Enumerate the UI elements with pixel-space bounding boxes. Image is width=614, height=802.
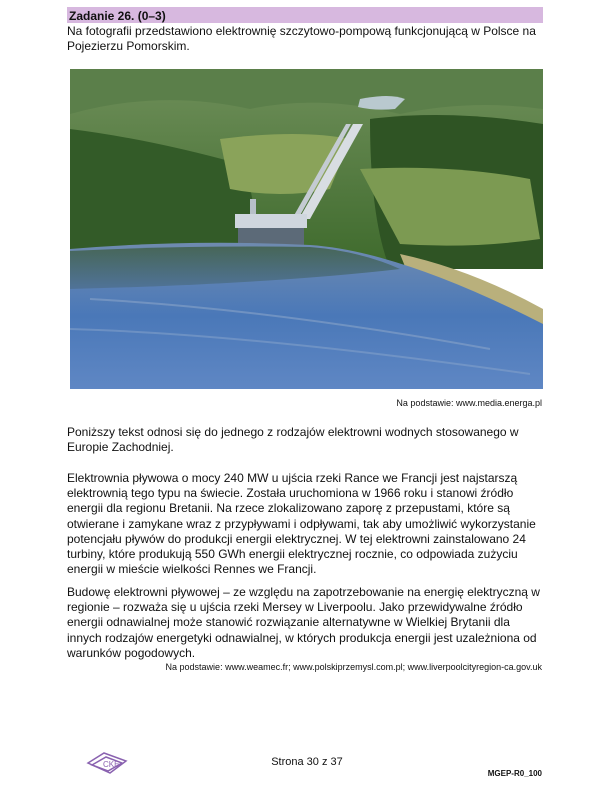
power-plant-photo [70, 69, 543, 389]
photo-illustration [70, 69, 543, 389]
paragraph-mersey: Budowę elektrowni pływowej – ze względu na zapotrzebowanie na energię elektryczną w regionie – rozważa się u ujścia rzeki Mersey w Liverpoolu. Jako przewidywalne źródło energii odnawialnej może stanowić rozwiązanie alternatywne w Wielkiej Brytanii dla innych rodzajów energetyki odnawialnej, w których produkcja energii jest uzależniona od warunków pogodowych. [67, 585, 540, 660]
paragraph-rance: Elektrownia pływowa o mocy 240 MW u ujścia rzeki Rance we Francji jest najstarszą elektrownią tego typu na świecie. Została uruchomiona w 1966 roku i stanowi źródło energii dla regionu Bretanii. Na rzece zlokalizowano zaporę z przepustami, które są otwierane i zamykane wraz z przypływami i odpływami, tak aby umożliwić wykorzystanie potencjału pływów do produkcji energii elektrycznej. W tej elektrowni zainstalowano 24 turbiny, które produkują 550 GWh energii elektrycznej rocznie, co odpowiada zużyciu energii w mieście wielkości Rennes we Francji. [67, 471, 536, 577]
task-title: Zadanie 26. (0–3) [69, 9, 166, 23]
exam-code: MGEP-R0_100 [487, 769, 542, 778]
page-number: Strona 30 z 37 [271, 756, 343, 768]
photo-source: Na podstawie: www.media.energa.pl [396, 398, 542, 408]
task-intro: Na fotografii przedstawiono elektrownię szczytowo-pompową funkcjonującą w Polsce na Pojezierzu Pomorskim. [67, 24, 536, 53]
paragraph-intro: Poniższy tekst odnosi się do jednego z rodzajów elektrowni wodnych stosowanego w Europie Zachodniej. [67, 425, 519, 455]
svg-text:CKE: CKE [103, 760, 120, 769]
task-header [67, 7, 543, 23]
text-source: Na podstawie: www.weamec.fr; www.polskiprzemysl.com.pl; www.liverpoolcityregion-ca.gov.uk [165, 662, 542, 672]
